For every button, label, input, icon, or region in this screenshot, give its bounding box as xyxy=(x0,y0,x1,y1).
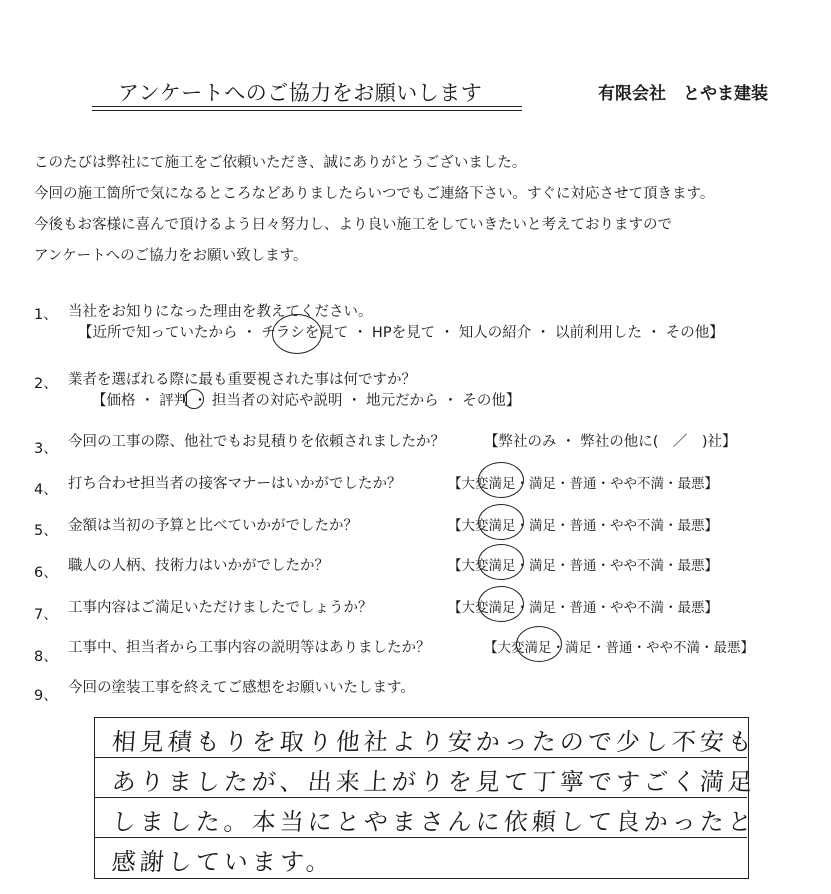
question-number: 8、 xyxy=(34,649,58,665)
answer-circle xyxy=(478,504,524,540)
question-text: 打ち合わせ担当者の接客マナーはいかがでしたか？ xyxy=(68,476,402,492)
intro-line: 今後もお客様に喜んで頂けるよう日々努力し、より良い施工をしていきたいと考えておりますので xyxy=(34,217,672,233)
question-options: 【大変満足・満足・普通・やや不満・最悪】 xyxy=(484,640,754,656)
answer-rule xyxy=(94,797,747,798)
title-underline xyxy=(92,106,522,107)
answer-circle xyxy=(272,314,322,354)
question-number: 4、 xyxy=(34,482,58,498)
question-text: 業者を選ばれる際に最も重要視された事は何ですか？ xyxy=(68,372,416,388)
handwritten-answer-line: 感謝しています。 xyxy=(110,848,335,876)
question-options: 【大変満足・満足・普通・やや不満・最悪】 xyxy=(448,476,718,492)
question-text: 工事内容はご満足いただけましたでしょうか？ xyxy=(68,600,373,616)
question-text: 今回の塗装工事を終えてご感想をお願いいたします。 xyxy=(68,680,415,696)
answer-circle xyxy=(478,544,524,580)
answer-circle xyxy=(478,462,524,498)
handwritten-answer-line: 相見積もりを取り他社より安かったので少し不安も xyxy=(110,728,757,756)
intro-line: このたびは弊社にて施工をご依頼いただき、誠にありがとうございました。 xyxy=(34,155,527,171)
company-name: 有限会社 とやま建装 xyxy=(598,84,768,104)
answer-rule xyxy=(94,837,747,838)
title-underline-double xyxy=(92,110,522,111)
question-text: 職人の人柄、技術力はいかがでしたか？ xyxy=(68,558,329,574)
handwritten-answer-line: ありましたが、出来上がりを見て丁寧ですごく満足 xyxy=(110,768,757,796)
intro-line: 今回の施工箇所で気になるところなどありましたらいつでもご連絡下さい。すぐに対応させて頂きます。 xyxy=(34,186,715,202)
question-options: 【価格 ・ 評判 ・ 担当者の対応や説明 ・ 地元だから ・ その他】 xyxy=(92,393,521,409)
question-text: 当社をお知りになった理由を教えてください。 xyxy=(68,304,373,320)
question-options: 【大変満足・満足・普通・やや不満・最悪】 xyxy=(448,558,718,574)
question-number: 7、 xyxy=(34,607,58,623)
answer-circle xyxy=(184,389,204,409)
question-number: 3、 xyxy=(34,441,58,457)
question-number: 2、 xyxy=(34,376,58,392)
answer-circle xyxy=(478,586,524,622)
question-number: 9、 xyxy=(34,688,58,704)
question-options: 【大変満足・満足・普通・やや不満・最悪】 xyxy=(448,600,718,616)
question-number: 5、 xyxy=(34,523,58,539)
question-text: 金額は当初の予算と比べていかがでしたか？ xyxy=(68,518,358,534)
handwritten-answer-line: しました。本当にとやまさんに依頼して良かったと xyxy=(110,808,757,836)
question-text: 工事中、担当者から工事内容の説明等はありましたか？ xyxy=(68,640,431,656)
answer-rule xyxy=(94,757,747,758)
survey-title: アンケートへのご協力をお願いします xyxy=(118,81,483,105)
intro-line: アンケートへのご協力をお願い致します。 xyxy=(34,248,308,264)
question-text: 今回の工事の際、他社でもお見積りを依頼されましたか？ xyxy=(68,434,445,450)
question-number: 1、 xyxy=(34,307,58,323)
question-number: 6、 xyxy=(34,565,58,581)
answer-circle xyxy=(516,626,562,662)
question-options: 【大変満足・満足・普通・やや不満・最悪】 xyxy=(448,518,718,534)
question-options: 【弊社のみ ・ 弊社の他に( ／ )社】 xyxy=(484,434,737,450)
question-options: 【近所で知っていたから ・ チラシを見て ・ HPを見て ・ 知人の紹介 ・ 以前利用した ・ その他】 xyxy=(78,325,724,341)
